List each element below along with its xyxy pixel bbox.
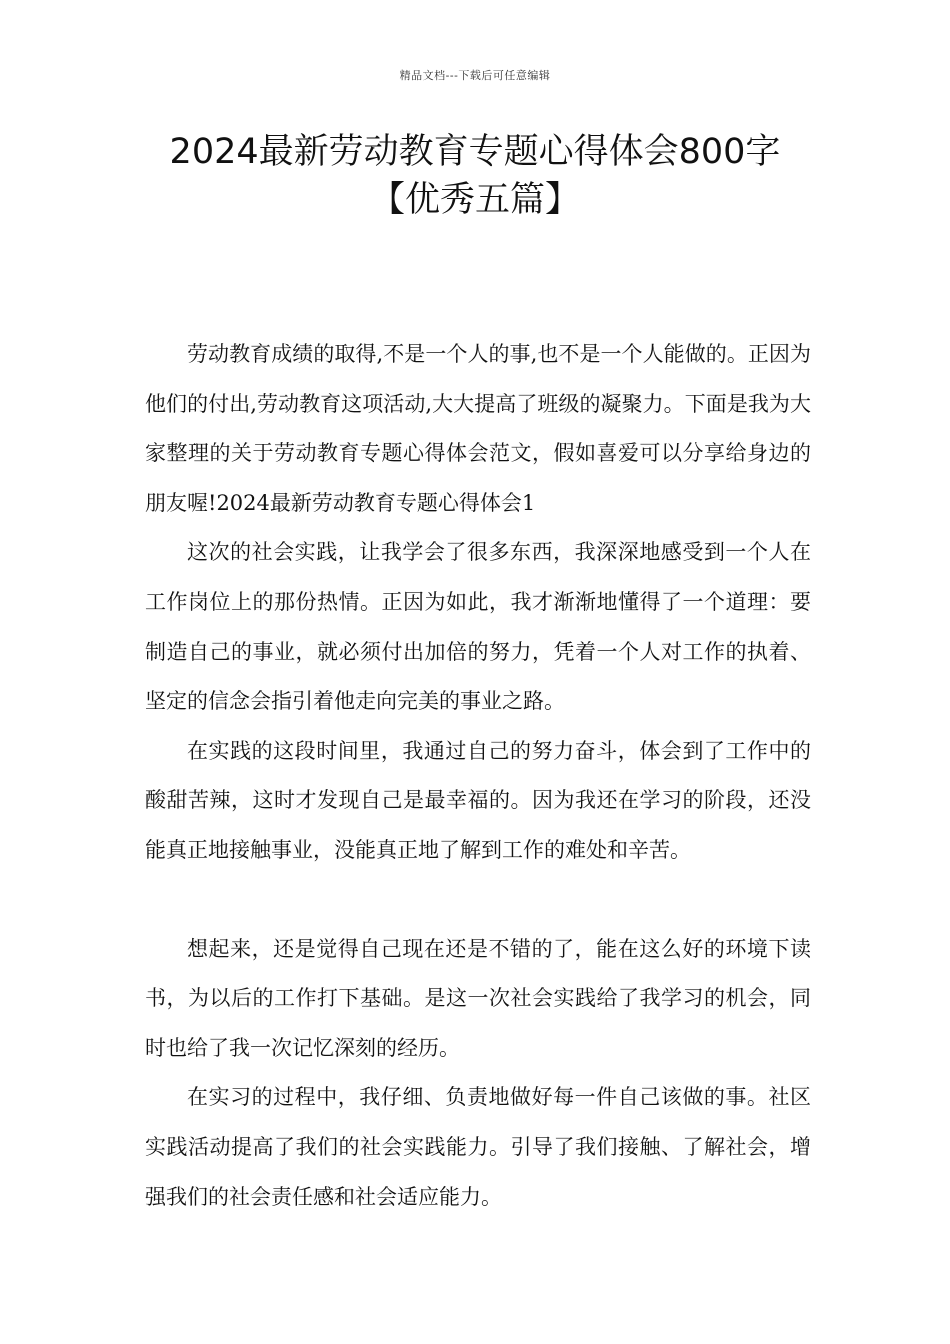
paragraph-5: 在实习的过程中，我仔细、负责地做好每一件自己该做的事。社区实践活动提高了我们的社会实践能力。引导了我们接触、了解社会，增强我们的社会责任感和社会适应能力。	[145, 1085, 811, 1209]
page-header-note: 精品文档---下载后可任意编辑	[399, 69, 551, 82]
document-body	[145, 330, 811, 1222]
paragraph-2: 这次的社会实践，让我学会了很多东西，我深深地感受到一个人在工作岗位上的那份热情。正因为如此，我才渐渐地懂得了一个道理：要制造自己的事业，就必须付出加倍的努力，凭着一个人对工作的执着、坚定的信念会指引着他走向完美的事业之路。	[145, 540, 811, 714]
document-title	[60, 128, 890, 224]
paragraph-4: 想起来，还是觉得自己现在还是不错的了，能在这么好的环境下读书，为以后的工作打下基础。是这一次社会实践给了我学习的机会，同时也给了我一次记忆深刻的经历。	[145, 936, 811, 1060]
title-line-2: 【优秀五篇】	[369, 180, 580, 220]
paragraph-1: 劳动教育成绩的取得,不是一个人的事,也不是一个人能做的。正因为他们的付出,劳动教育这项活动,大大提高了班级的凝聚力。下面是我为大家整理的关于劳动教育专题心得体会范文，假如喜爱可以分享给身边的朋友喔!2024最新劳动教育专题心得体会1	[145, 342, 811, 515]
paragraph-3: 在实践的这段时间里，我通过自己的努力奋斗，体会到了工作中的酸甜苦辣，这时才发现自己是最幸福的。因为我还在学习的阶段，还没能真正地接触事业，没能真正地了解到工作的难处和辛苦。	[145, 738, 811, 862]
title-line-1: 2024最新劳动教育专题心得体会800字	[169, 132, 781, 172]
